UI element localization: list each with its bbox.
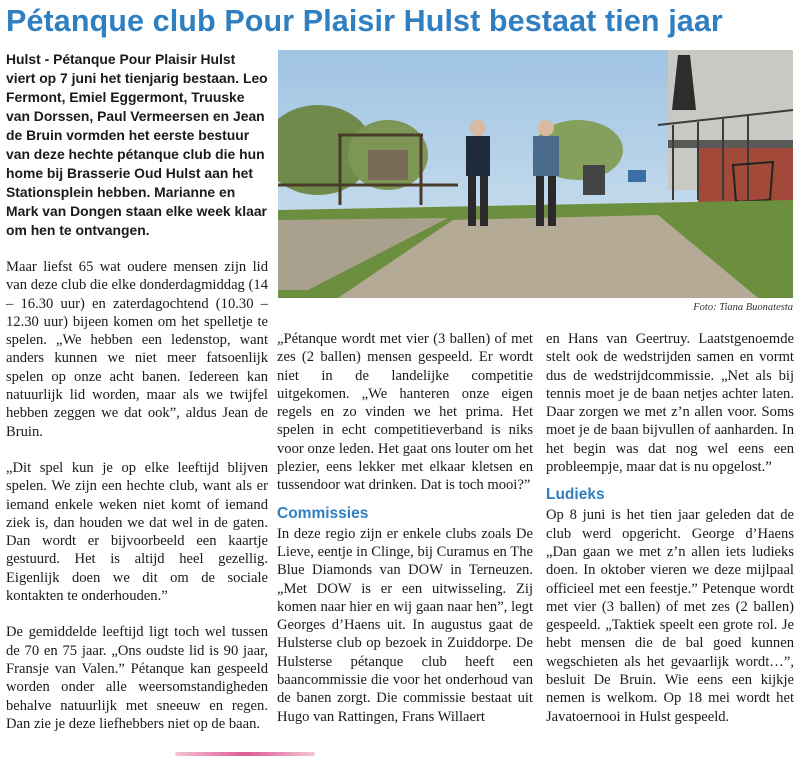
- body-paragraph: In deze regio zijn er enkele clubs zoals De Lieve, eentje in Clinge, bij Curamus en The Blue Diamonds van DOW in Terneuzen. „Met DOW is er een uitwisseling. Zij komen naar hier en wij gaan naar hen”, legt Georges d’Haens uit. In augustus gaat de Hulsterse club op bezoek in Zuiddorpe. De Hulsterse pétanque club heeft een baancommissie die voor het onderhoud van de banen zorgt. Die commissie bestaat uit Hugo van Rattingen, Frans Willaert: [277, 525, 533, 725]
- column-3: [546, 330, 794, 726]
- body-paragraph: Maar liefst 65 wat oudere mensen zijn lid van deze club die elke donderdagmiddag (14 – 16.30 uur) en zaterdagochtend (10.30 – 12.30 uur) bijeen komen om het spelletje te spelen. „We hebben een ledenstop, want anders kunnen we niet meer fatsoenlijk spelen op onze acht banen. Iedereen kan natuurlijk lid worden, maar als we twijfel hebben zeggen we dat ook”, aldus Jean de Bruin.: [6, 259, 268, 440]
- body-paragraph: „Pétanque wordt met vier (3 ballen) of met zes (2 ballen) mensen gespeeld. Er wordt niet in de landelijke competitie uitgekomen. „We hanteren onze eigen regels en zo vinden we het prima. Het spelen in echt competitieverband is niks voor onze leden. Het gaat ons louter om het plezier, eens lekker met elkaar kletsen en tussendoor wat drinken. Dat is toch mooi?”: [277, 331, 533, 494]
- body-paragraph: en Hans van Geertruy. Laatstgenoemde stelt ook de wedstrijden samen en vormt dus de wedstrijdcommissie. „Net als bij tennis moet je de baan netjes achter laten. Daar zorgen we met z’n allen voor. Soms moet je de baan bijvullen of aanharden. In het begin was dat nog wel eens een probleempje, maar dat is nu opgelost.”: [546, 331, 794, 476]
- body-paragraph: De gemiddelde leeftijd ligt toch wel tussen de 70 en 75 jaar. „Ons oudste lid is 90 jaar, Fransje van Valen.” Pétanque kan gespeeld worden onder alle weersomstandigheden behalve natuurlijk met sneeuw en regen. Dan zie je deze liefhebbers niet op de baan.: [6, 624, 268, 732]
- subheading-ludieks: Ludieks: [546, 486, 605, 504]
- decorative-underline: [175, 752, 315, 756]
- photo-caption: Foto: Tiana Buonatesta: [693, 302, 793, 313]
- body-paragraph: Op 8 juni is het tien jaar geleden dat de club werd opgericht. George d’Haens „Dan gaan we met z’n allen iets ludieks doen. In oktober vieren we deze mijlpaal officieel met een feestje.” Petenque wordt met vier (3 ballen) of met zes (2 ballen) gespeeld. „Taktiek speelt een grote rol. Je hebt mensen die de bal goed kunnen wegschieten als het gevaarlijk wordt…”, besluit De Bruin. Wie eens een kijkje nemen is welkom. Op 18 mei wordt het Javatoernooi in Hulst gespeeld.: [546, 507, 794, 725]
- body-paragraph: „Dit spel kun je op elke leeftijd blijven spelen. We zijn een hechte club, want als er iemand enkele weken niet komt of iemand ziek is, dan houden we dat wel in de gaten. Dan wordt er bijvoorbeeld een kaartje gestuurd. Het is altijd heel gezellig. Eigenlijk doen we dit om de sociale kontakten te onderhouden.”: [6, 459, 268, 605]
- subheading-commissies: Commissies: [277, 504, 369, 522]
- column-2: [277, 330, 533, 726]
- article-photo: [278, 50, 793, 298]
- petanque-photo-illustration: [278, 50, 793, 298]
- column-1: [6, 50, 268, 733]
- headline: Pétanque club Pour Plaisir Hulst bestaat tien jaar: [6, 4, 723, 38]
- lead-paragraph: Hulst - Pétanque Pour Plaisir Hulst viert op 7 juni het tienjarig bestaan. Leo Fermont, Emiel Eggermont, Truuske van Dorssen, Paul Vermeersen en Jean de Bruin vormden het eerste bestuur van deze hechte pétanque club die hun home bij Brasserie Oud Hulst aan het Stationsplein hebben. Marianne en Mark van Dongen staan elke week klaar om hen te ontvangen.: [6, 51, 268, 238]
